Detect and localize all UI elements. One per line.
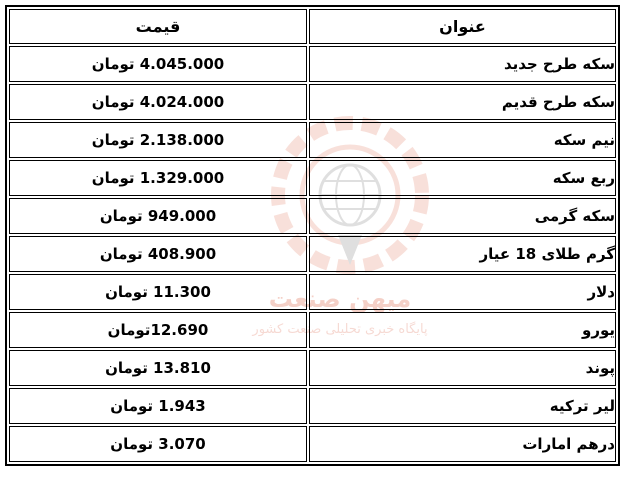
table-row [9,160,616,196]
row-title: سکه طرح جدید [309,46,616,82]
row-title: دلار [309,274,616,310]
table-row [9,388,616,424]
row-title: ربع سکه [309,160,616,196]
row-title: سکه گرمی [309,198,616,234]
row-price: 949.000 تومان [9,198,307,234]
table-header-row [9,9,616,44]
row-title: پوند [309,350,616,386]
row-price: 2.138.000 تومان [9,122,307,158]
row-price: 3.070 تومان [9,426,307,462]
row-price: 13.810 تومان [9,350,307,386]
table-row [9,236,616,272]
row-price: 11.300 تومان [9,274,307,310]
column-header-price: قیمت [9,9,307,44]
row-title: یورو [309,312,616,348]
row-title: گرم طلای 18 عیار [309,236,616,272]
row-price: 12.690تومان [9,312,307,348]
table-row [9,84,616,120]
row-price: 408.900 تومان [9,236,307,272]
row-title: درهم امارات [309,426,616,462]
row-price: 4.045.000 تومان [9,46,307,82]
row-title: نیم سکه [309,122,616,158]
table-row [9,350,616,386]
row-title: لیر ترکیه [309,388,616,424]
table-row [9,312,616,348]
row-title: سکه طرح قدیم [309,84,616,120]
table-row [9,122,616,158]
row-price: 1.943 تومان [9,388,307,424]
table-row [9,46,616,82]
watermark-subtitle: پایگاه خبری تحلیلی صنعت کشور [252,322,428,337]
table-row [9,198,616,234]
table-row [9,274,616,310]
table-row [9,426,616,462]
column-header-title: عنوان [309,9,616,44]
row-price: 1.329.000 تومان [9,160,307,196]
watermark-title: میهن صنعت [268,285,412,313]
row-price: 4.024.000 تومان [9,84,307,120]
price-table [5,5,620,466]
